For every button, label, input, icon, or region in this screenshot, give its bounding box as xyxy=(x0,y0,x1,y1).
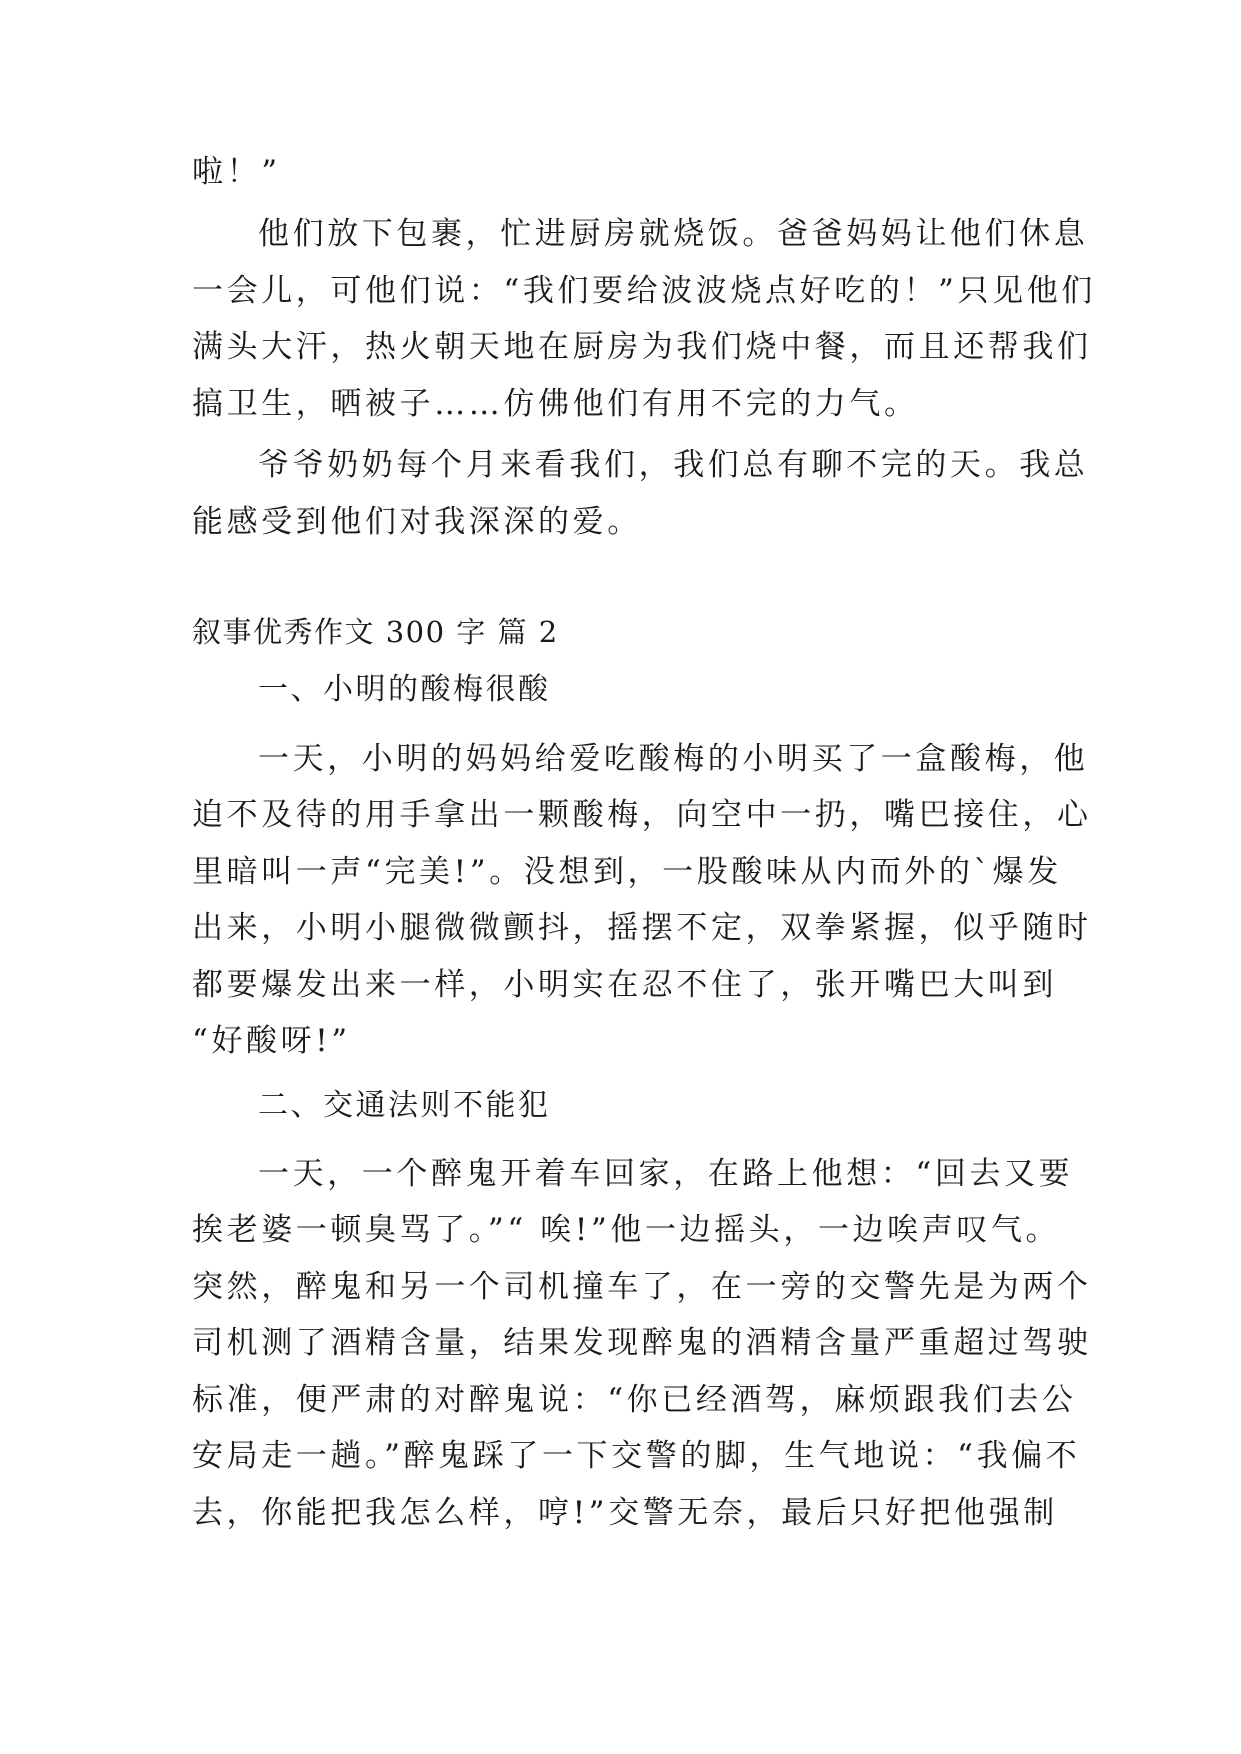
section-title: 叙事优秀作文 300 字 篇 2 xyxy=(192,615,559,649)
text-line: 里暗叫一声“完美!”。没想到，一股酸味从内而外的`爆发 xyxy=(192,854,1062,890)
text-line: 标准，便严肃的对醉鬼说：“你已经酒驾，麻烦跟我们去公 xyxy=(192,1382,1077,1418)
text-line: 安局走一趟。”醉鬼踩了一下交警的脚，生气地说：“我偏不 xyxy=(192,1438,1081,1474)
text-line: “好酸呀!” xyxy=(192,1023,351,1059)
text-line: 一天，一个醉鬼开着车回家，在路上他想：“回去又要 xyxy=(258,1156,1074,1192)
text-line: 出来，小明小腿微微颤抖，摇摆不定，双拳紧握，似乎随时 xyxy=(192,910,1092,946)
sub-heading: 二、交通法则不能犯 xyxy=(258,1088,551,1123)
text-line: 一天，小明的妈妈给爱吃酸梅的小明买了一盒酸梅，他 xyxy=(258,741,1089,777)
text-line: 爷爷奶奶每个月来看我们，我们总有聊不完的天。我总 xyxy=(258,447,1089,483)
text-line: 搞卫生，晒被子……仿佛他们有用不完的力气。 xyxy=(192,386,919,422)
text-line: 一会儿，可他们说：“我们要给波波烧点好吃的！”只见他们 xyxy=(192,273,1096,309)
sub-heading: 一、小明的酸梅很酸 xyxy=(258,672,551,707)
text-line: 都要爆发出来一样，小明实在忍不住了，张开嘴巴大叫到 xyxy=(192,967,1057,1003)
text-line: 挨老婆一顿臭骂了。”“ 唉!”他一边摇头，一边唉声叹气。 xyxy=(192,1212,1061,1248)
text-line: 去，你能把我怎么样，哼!”交警无奈，最后只好把他强制 xyxy=(192,1495,1058,1531)
text-line: 突然，醉鬼和另一个司机撞车了，在一旁的交警先是为两个 xyxy=(192,1269,1092,1305)
text-line: 能感受到他们对我深深的爱。 xyxy=(192,504,642,540)
text-line: 司机测了酒精含量，结果发现醉鬼的酒精含量严重超过驾驶 xyxy=(192,1325,1092,1361)
text-line: 他们放下包裹，忙进厨房就烧饭。爸爸妈妈让他们休息 xyxy=(258,216,1089,252)
text-line: 满头大汗，热火朝天地在厨房为我们烧中餐，而且还帮我们 xyxy=(192,329,1092,365)
text-line: 啦！” xyxy=(192,154,281,190)
text-line: 迫不及待的用手拿出一颗酸梅，向空中一扔，嘴巴接住，心 xyxy=(192,797,1092,833)
